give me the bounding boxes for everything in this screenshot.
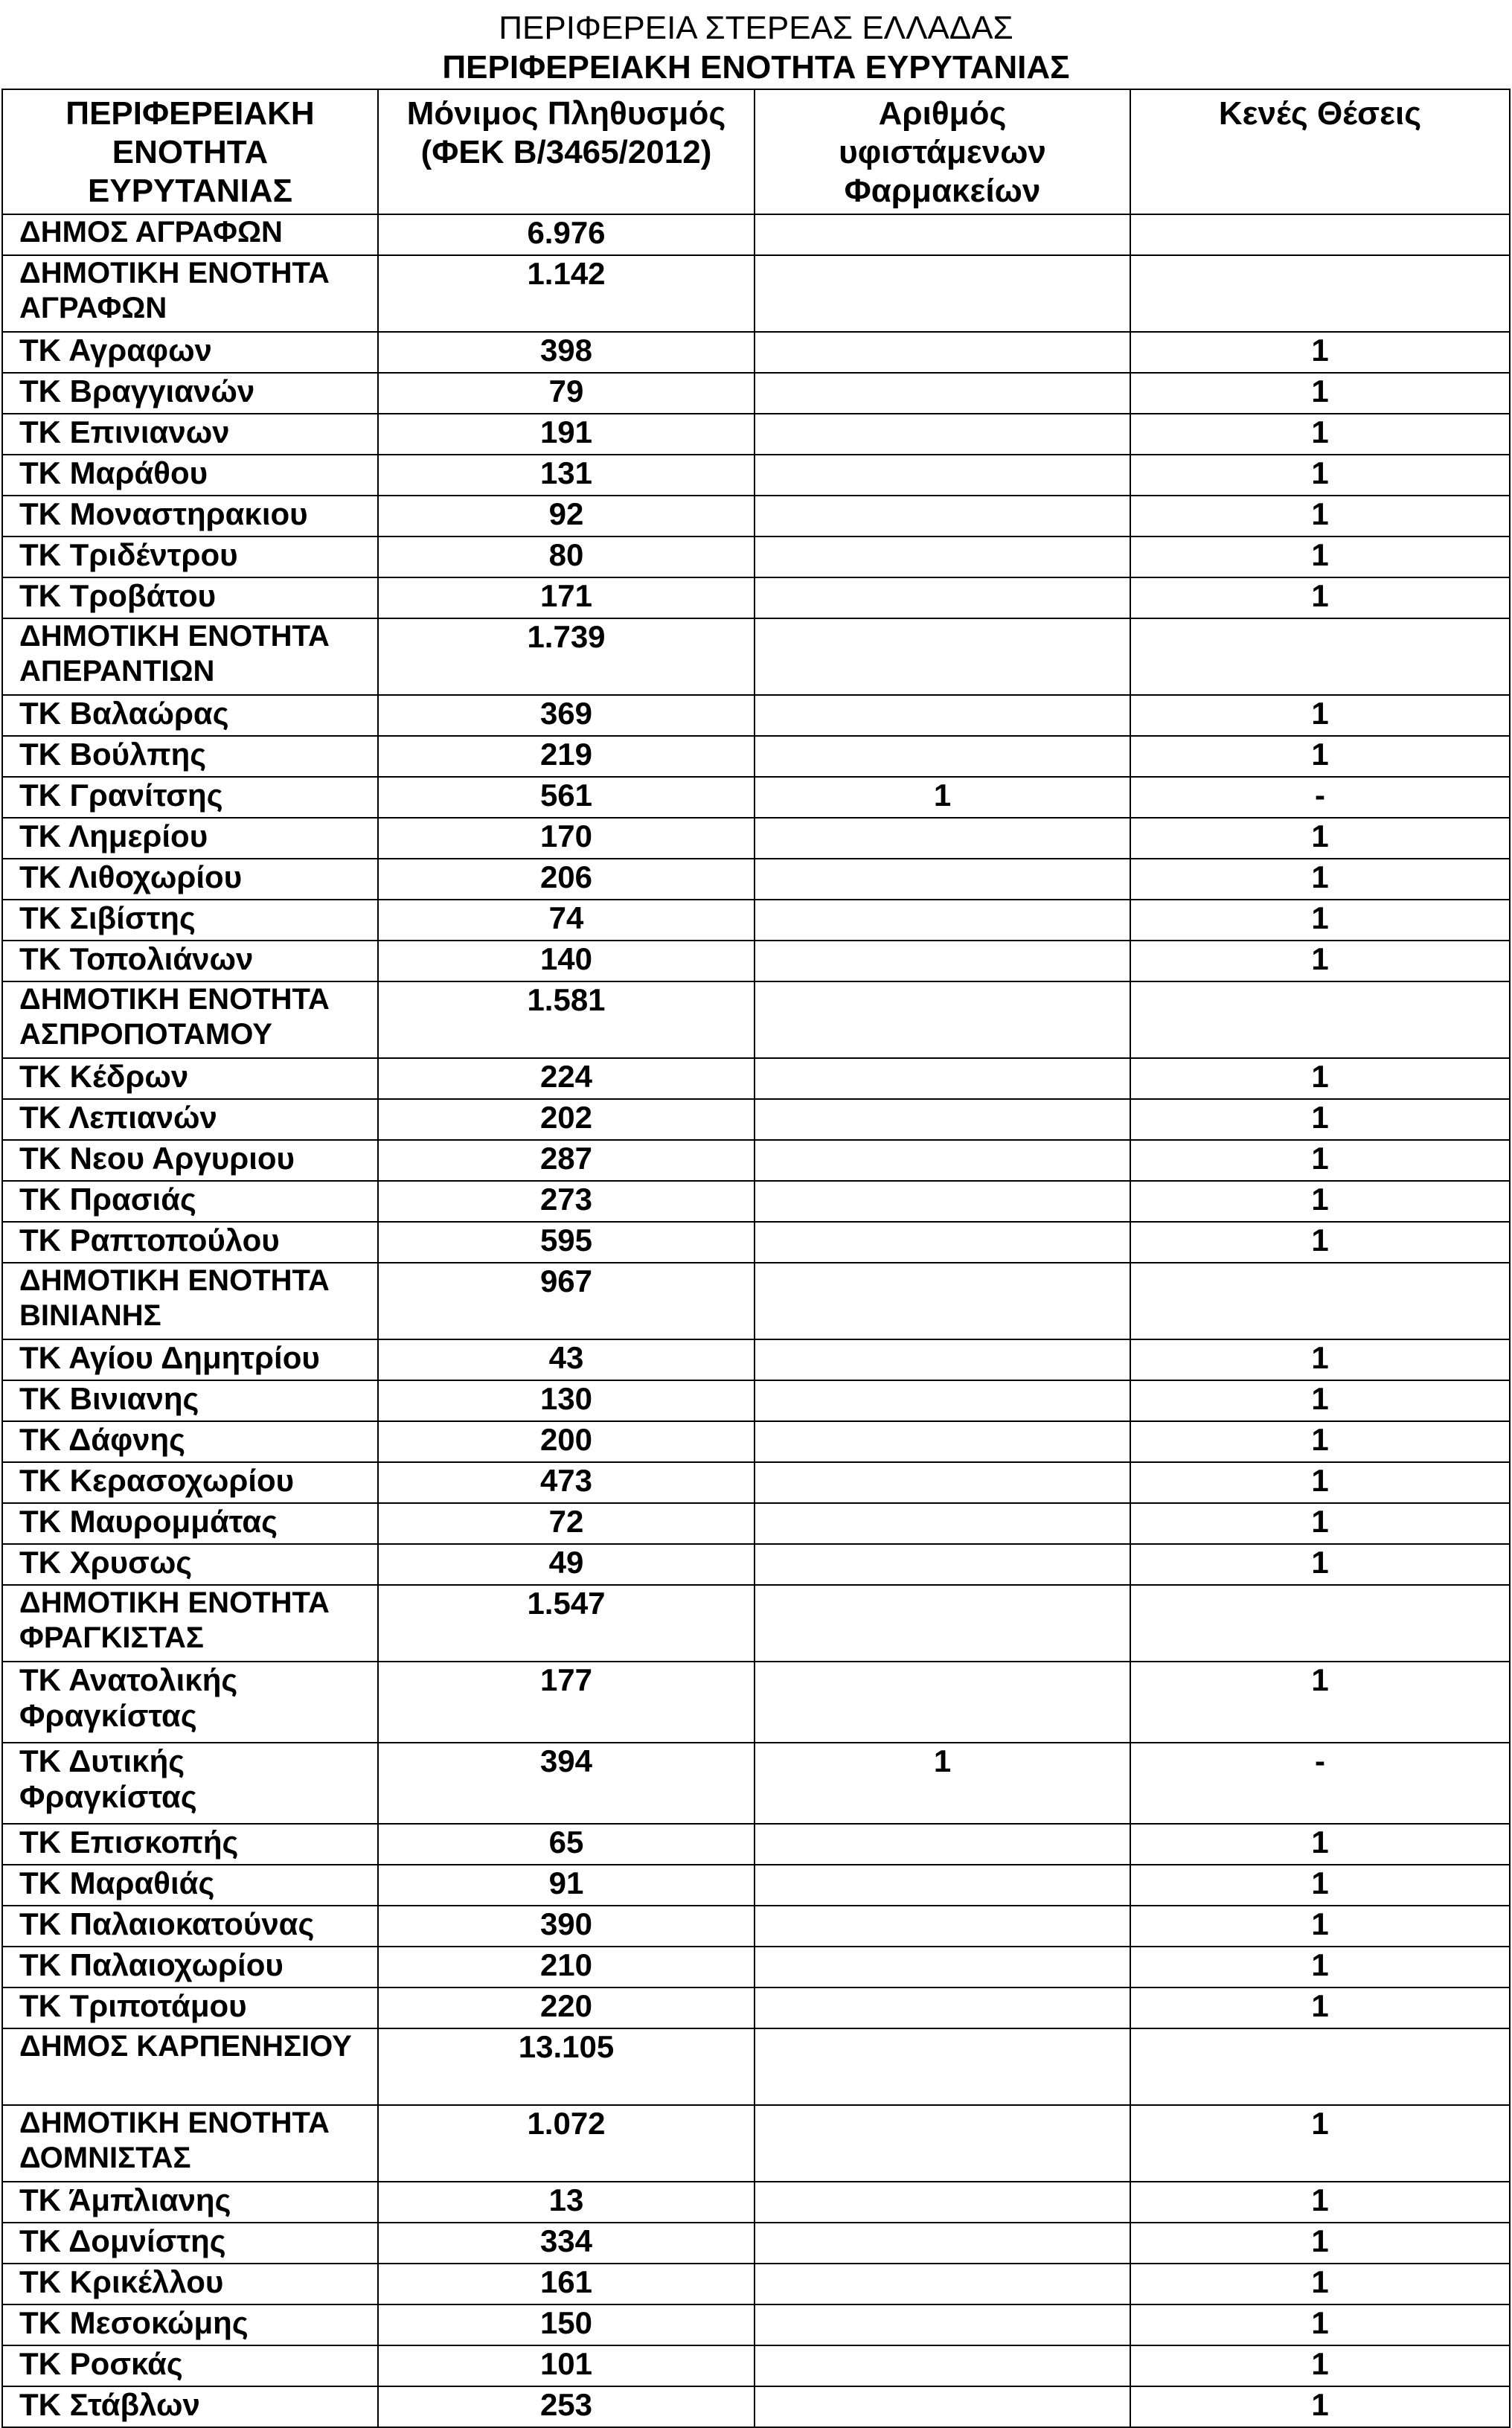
row-name-cell: ΤΚ Επισκοπής bbox=[2, 1824, 378, 1865]
row-vacancies-cell: 1 bbox=[1130, 536, 1510, 577]
row-population-cell: 202 bbox=[378, 1099, 755, 1140]
row-name-cell: ΤΚ Λιθοχωρίου bbox=[2, 859, 378, 900]
row-name-cell: ΤΚ Τροβάτου bbox=[2, 577, 378, 618]
document-subtitle: ΠΕΡΙΦΕΡΕΙΑΚΗ ΕΝΟΤΗΤΑ ΕΥΡΥΤΑΝΙΑΣ bbox=[442, 49, 1070, 86]
row-name-cell: ΤΚ Μοναστηρακιου bbox=[2, 496, 378, 536]
row-vacancies-cell: 1 bbox=[1130, 1181, 1510, 1222]
row-pharmacies-cell bbox=[755, 496, 1130, 536]
row-pharmacies-cell bbox=[755, 1544, 1130, 1585]
table-row bbox=[2, 736, 1510, 777]
row-population-cell: 1.142 bbox=[378, 255, 755, 332]
row-pharmacies-cell bbox=[755, 941, 1130, 981]
row-population-cell: 210 bbox=[378, 1947, 755, 1987]
row-pharmacies-cell bbox=[755, 455, 1130, 496]
row-pharmacies-cell bbox=[755, 255, 1130, 332]
row-population-cell: 390 bbox=[378, 1906, 755, 1947]
row-name-cell: ΤΚ Πρασιάς bbox=[2, 1181, 378, 1222]
table-row bbox=[2, 695, 1510, 736]
row-population-cell: 253 bbox=[378, 2386, 755, 2427]
row-population-cell: 49 bbox=[378, 1544, 755, 1585]
table-body bbox=[2, 214, 1510, 2427]
row-pharmacies-cell bbox=[755, 1099, 1130, 1140]
row-vacancies-cell: 1 bbox=[1130, 1662, 1510, 1743]
table-row bbox=[2, 1140, 1510, 1181]
row-pharmacies-cell bbox=[755, 414, 1130, 455]
row-pharmacies-cell bbox=[755, 214, 1130, 255]
row-vacancies-cell bbox=[1130, 1263, 1510, 1339]
row-population-cell: 140 bbox=[378, 941, 755, 981]
row-name-cell: ΔΗΜΟΤΙΚΗ ΕΝΟΤΗΤΑ ΔΟΜΝΙΣΤΑΣ bbox=[2, 2105, 378, 2182]
row-name-cell: ΤΚ Δάφνης bbox=[2, 1421, 378, 1462]
row-population-cell: 65 bbox=[378, 1824, 755, 1865]
table-row bbox=[2, 981, 1510, 1058]
table-row bbox=[2, 577, 1510, 618]
row-name-cell: ΤΚ Βραγγιανών bbox=[2, 373, 378, 414]
row-vacancies-cell bbox=[1130, 255, 1510, 332]
row-pharmacies-cell bbox=[755, 618, 1130, 695]
table-row bbox=[2, 455, 1510, 496]
pharmacy-table bbox=[1, 89, 1511, 2428]
row-pharmacies-cell bbox=[755, 2304, 1130, 2345]
row-vacancies-cell bbox=[1130, 214, 1510, 255]
row-name-cell: ΤΚ Δομνίστης bbox=[2, 2223, 378, 2264]
row-vacancies-cell: 1 bbox=[1130, 1222, 1510, 1263]
row-population-cell: 595 bbox=[378, 1222, 755, 1263]
row-pharmacies-cell bbox=[755, 2386, 1130, 2427]
row-population-cell: 170 bbox=[378, 818, 755, 859]
row-vacancies-cell: 1 bbox=[1130, 2304, 1510, 2345]
row-name-cell: ΤΚ Κέδρων bbox=[2, 1058, 378, 1099]
table-row bbox=[2, 777, 1510, 818]
row-pharmacies-cell bbox=[755, 859, 1130, 900]
row-pharmacies-cell bbox=[755, 1222, 1130, 1263]
table-row bbox=[2, 1503, 1510, 1544]
table-row bbox=[2, 255, 1510, 332]
row-name-cell: ΤΚ Κρικέλλου bbox=[2, 2264, 378, 2304]
row-name-cell: ΤΚ Επινιανων bbox=[2, 414, 378, 455]
row-vacancies-cell: 1 bbox=[1130, 2386, 1510, 2427]
row-name-cell: ΤΚ Μεσοκώμης bbox=[2, 2304, 378, 2345]
row-vacancies-cell: 1 bbox=[1130, 1987, 1510, 2028]
row-population-cell: 1.072 bbox=[378, 2105, 755, 2182]
row-population-cell: 72 bbox=[378, 1503, 755, 1544]
row-vacancies-cell: 1 bbox=[1130, 1380, 1510, 1421]
row-name-cell: ΤΚ Ραπτοπούλου bbox=[2, 1222, 378, 1263]
row-name-cell: ΤΚ Ροσκάς bbox=[2, 2345, 378, 2386]
row-pharmacies-cell bbox=[755, 1058, 1130, 1099]
row-name-cell: ΔΗΜΟΤΙΚΗ ΕΝΟΤΗΤΑ ΦΡΑΓΚΙΣΤΑΣ bbox=[2, 1585, 378, 1662]
row-pharmacies-cell bbox=[755, 1140, 1130, 1181]
row-vacancies-cell: 1 bbox=[1130, 1824, 1510, 1865]
row-pharmacies-cell bbox=[755, 577, 1130, 618]
row-vacancies-cell: - bbox=[1130, 1743, 1510, 1824]
row-population-cell: 130 bbox=[378, 1380, 755, 1421]
row-population-cell: 150 bbox=[378, 2304, 755, 2345]
table-row bbox=[2, 496, 1510, 536]
row-name-cell: ΤΚ Βαλαώρας bbox=[2, 695, 378, 736]
table-row bbox=[2, 2105, 1510, 2182]
row-pharmacies-cell bbox=[755, 1462, 1130, 1503]
row-name-cell: ΤΚ Στάβλων bbox=[2, 2386, 378, 2427]
row-name-cell: ΔΗΜΟΤΙΚΗ ΕΝΟΤΗΤΑ ΑΠΕΡΑΝΤΙΩΝ bbox=[2, 618, 378, 695]
row-vacancies-cell: 1 bbox=[1130, 1865, 1510, 1906]
row-population-cell: 74 bbox=[378, 900, 755, 941]
row-vacancies-cell: 1 bbox=[1130, 1421, 1510, 1462]
row-name-cell: ΔΗΜΟΤΙΚΗ ΕΝΟΤΗΤΑ ΑΣΠΡΟΠΟΤΑΜΟΥ bbox=[2, 981, 378, 1058]
table-row bbox=[2, 1987, 1510, 2028]
row-pharmacies-cell bbox=[755, 818, 1130, 859]
row-pharmacies-cell bbox=[755, 1865, 1130, 1906]
row-name-cell: ΤΚ Δυτικής Φραγκίστας bbox=[2, 1743, 378, 1824]
row-population-cell: 1.547 bbox=[378, 1585, 755, 1662]
table-row bbox=[2, 1662, 1510, 1743]
row-vacancies-cell: 1 bbox=[1130, 859, 1510, 900]
row-vacancies-cell: 1 bbox=[1130, 332, 1510, 373]
row-vacancies-cell: 1 bbox=[1130, 1462, 1510, 1503]
row-vacancies-cell: 1 bbox=[1130, 2182, 1510, 2223]
table-row bbox=[2, 1865, 1510, 1906]
row-vacancies-cell: 1 bbox=[1130, 455, 1510, 496]
table-row bbox=[2, 941, 1510, 981]
row-population-cell: 206 bbox=[378, 859, 755, 900]
row-population-cell: 273 bbox=[378, 1181, 755, 1222]
row-name-cell: ΔΗΜΟΣ ΚΑΡΠΕΝΗΣΙΟΥ bbox=[2, 2028, 378, 2105]
row-population-cell: 967 bbox=[378, 1263, 755, 1339]
row-vacancies-cell bbox=[1130, 1585, 1510, 1662]
table-row bbox=[2, 2028, 1510, 2105]
row-population-cell: 287 bbox=[378, 1140, 755, 1181]
table-row bbox=[2, 1099, 1510, 1140]
table-row bbox=[2, 1462, 1510, 1503]
row-population-cell: 394 bbox=[378, 1743, 755, 1824]
row-name-cell: ΔΗΜΟΣ ΑΓΡΑΦΩΝ bbox=[2, 214, 378, 255]
table-row bbox=[2, 2386, 1510, 2427]
row-population-cell: 13 bbox=[378, 2182, 755, 2223]
row-pharmacies-cell bbox=[755, 373, 1130, 414]
row-population-cell: 131 bbox=[378, 455, 755, 496]
row-name-cell: ΔΗΜΟΤΙΚΗ ΕΝΟΤΗΤΑ ΑΓΡΑΦΩΝ bbox=[2, 255, 378, 332]
row-name-cell: ΤΚ Νεου Αργυριου bbox=[2, 1140, 378, 1181]
row-vacancies-cell: 1 bbox=[1130, 577, 1510, 618]
row-population-cell: 43 bbox=[378, 1339, 755, 1380]
table-header-row bbox=[2, 89, 1510, 214]
row-population-cell: 334 bbox=[378, 2223, 755, 2264]
table-row bbox=[2, 1585, 1510, 1662]
row-name-cell: ΤΚ Σιβίστης bbox=[2, 900, 378, 941]
row-name-cell: ΤΚ Τριδέντρου bbox=[2, 536, 378, 577]
table-row bbox=[2, 1058, 1510, 1099]
row-vacancies-cell bbox=[1130, 981, 1510, 1058]
table-row bbox=[2, 1824, 1510, 1865]
row-pharmacies-cell: 1 bbox=[755, 777, 1130, 818]
table-row bbox=[2, 1339, 1510, 1380]
row-pharmacies-cell bbox=[755, 1824, 1130, 1865]
row-vacancies-cell: 1 bbox=[1130, 736, 1510, 777]
table-row bbox=[2, 214, 1510, 255]
row-vacancies-cell: 1 bbox=[1130, 414, 1510, 455]
row-pharmacies-cell bbox=[755, 695, 1130, 736]
header-area: ΠΕΡΙΦΕΡΕΙΑΚΗ ΕΝΟΤΗΤΑ ΕΥΡΥΤΑΝΙΑΣ bbox=[2, 89, 378, 214]
row-population-cell: 1.739 bbox=[378, 618, 755, 695]
table-row bbox=[2, 2345, 1510, 2386]
table-row bbox=[2, 332, 1510, 373]
row-population-cell: 6.976 bbox=[378, 214, 755, 255]
row-pharmacies-cell bbox=[755, 1585, 1130, 1662]
row-population-cell: 79 bbox=[378, 373, 755, 414]
row-name-cell: ΤΚ Βούλπης bbox=[2, 736, 378, 777]
row-name-cell: ΤΚ Κερασοχωρίου bbox=[2, 1462, 378, 1503]
row-population-cell: 80 bbox=[378, 536, 755, 577]
row-population-cell: 191 bbox=[378, 414, 755, 455]
table-row bbox=[2, 1947, 1510, 1987]
row-name-cell: ΤΚ Χρυσως bbox=[2, 1544, 378, 1585]
row-vacancies-cell: 1 bbox=[1130, 1058, 1510, 1099]
table-row bbox=[2, 859, 1510, 900]
row-vacancies-cell: 1 bbox=[1130, 941, 1510, 981]
row-vacancies-cell: 1 bbox=[1130, 1140, 1510, 1181]
row-name-cell: ΤΚ Τοπολιάνων bbox=[2, 941, 378, 981]
table-row bbox=[2, 2264, 1510, 2304]
row-vacancies-cell: - bbox=[1130, 777, 1510, 818]
table-row bbox=[2, 618, 1510, 695]
table-row bbox=[2, 1906, 1510, 1947]
row-vacancies-cell bbox=[1130, 2028, 1510, 2105]
row-name-cell: ΤΚ Αγραφων bbox=[2, 332, 378, 373]
row-name-cell: ΤΚ Βινιανης bbox=[2, 1380, 378, 1421]
header-existing-pharmacies: Αριθμός υφιστάμενων Φαρμακείων bbox=[755, 89, 1130, 214]
table-row bbox=[2, 2182, 1510, 2223]
row-pharmacies-cell bbox=[755, 1503, 1130, 1544]
row-name-cell: ΔΗΜΟΤΙΚΗ ΕΝΟΤΗΤΑ ΒΙΝΙΑΝΗΣ bbox=[2, 1263, 378, 1339]
table-row bbox=[2, 2223, 1510, 2264]
row-population-cell: 13.105 bbox=[378, 2028, 755, 2105]
table-row bbox=[2, 1743, 1510, 1824]
row-pharmacies-cell bbox=[755, 2105, 1130, 2182]
row-population-cell: 369 bbox=[378, 695, 755, 736]
row-vacancies-cell: 1 bbox=[1130, 2345, 1510, 2386]
table-row bbox=[2, 1544, 1510, 1585]
row-population-cell: 224 bbox=[378, 1058, 755, 1099]
row-pharmacies-cell bbox=[755, 2223, 1130, 2264]
row-pharmacies-cell bbox=[755, 1380, 1130, 1421]
row-name-cell: ΤΚ Αγίου Δημητρίου bbox=[2, 1339, 378, 1380]
table-row bbox=[2, 536, 1510, 577]
row-pharmacies-cell bbox=[755, 1181, 1130, 1222]
row-population-cell: 161 bbox=[378, 2264, 755, 2304]
row-vacancies-cell: 1 bbox=[1130, 900, 1510, 941]
row-vacancies-cell: 1 bbox=[1130, 1947, 1510, 1987]
row-vacancies-cell: 1 bbox=[1130, 2223, 1510, 2264]
row-population-cell: 171 bbox=[378, 577, 755, 618]
row-vacancies-cell bbox=[1130, 618, 1510, 695]
row-pharmacies-cell bbox=[755, 1263, 1130, 1339]
row-vacancies-cell: 1 bbox=[1130, 373, 1510, 414]
row-vacancies-cell: 1 bbox=[1130, 1503, 1510, 1544]
row-vacancies-cell: 1 bbox=[1130, 496, 1510, 536]
row-vacancies-cell: 1 bbox=[1130, 2105, 1510, 2182]
row-pharmacies-cell bbox=[755, 2345, 1130, 2386]
row-pharmacies-cell bbox=[755, 1662, 1130, 1743]
table-row bbox=[2, 818, 1510, 859]
row-population-cell: 473 bbox=[378, 1462, 755, 1503]
table-row bbox=[2, 1222, 1510, 1263]
table-row bbox=[2, 1421, 1510, 1462]
row-pharmacies-cell bbox=[755, 2028, 1130, 2105]
row-pharmacies-cell bbox=[755, 900, 1130, 941]
row-pharmacies-cell bbox=[755, 2182, 1130, 2223]
row-pharmacies-cell bbox=[755, 536, 1130, 577]
row-vacancies-cell: 1 bbox=[1130, 818, 1510, 859]
row-name-cell: ΤΚ Μαυρομμάτας bbox=[2, 1503, 378, 1544]
row-population-cell: 220 bbox=[378, 1987, 755, 2028]
row-vacancies-cell: 1 bbox=[1130, 1906, 1510, 1947]
row-name-cell: ΤΚ Λεπιανών bbox=[2, 1099, 378, 1140]
row-population-cell: 561 bbox=[378, 777, 755, 818]
row-name-cell: ΤΚ Μαράθου bbox=[2, 455, 378, 496]
row-vacancies-cell: 1 bbox=[1130, 1544, 1510, 1585]
row-vacancies-cell: 1 bbox=[1130, 1339, 1510, 1380]
row-pharmacies-cell bbox=[755, 981, 1130, 1058]
table-row bbox=[2, 1380, 1510, 1421]
row-population-cell: 219 bbox=[378, 736, 755, 777]
row-name-cell: ΤΚ Παλαιοχωρίου bbox=[2, 1947, 378, 1987]
row-pharmacies-cell bbox=[755, 736, 1130, 777]
row-population-cell: 91 bbox=[378, 1865, 755, 1906]
row-name-cell: ΤΚ Τριποτάμου bbox=[2, 1987, 378, 2028]
row-name-cell: ΤΚ Λημερίου bbox=[2, 818, 378, 859]
table-row bbox=[2, 1263, 1510, 1339]
row-vacancies-cell: 1 bbox=[1130, 1099, 1510, 1140]
row-pharmacies-cell bbox=[755, 1906, 1130, 1947]
row-pharmacies-cell: 1 bbox=[755, 1743, 1130, 1824]
row-pharmacies-cell bbox=[755, 1421, 1130, 1462]
header-population: Μόνιμος Πληθυσμός (ΦΕΚ Β/3465/2012) bbox=[378, 89, 755, 214]
row-vacancies-cell: 1 bbox=[1130, 2264, 1510, 2304]
row-name-cell: ΤΚ Γρανίτσης bbox=[2, 777, 378, 818]
row-pharmacies-cell bbox=[755, 332, 1130, 373]
row-name-cell: ΤΚ Άμπλιανης bbox=[2, 2182, 378, 2223]
row-pharmacies-cell bbox=[755, 1339, 1130, 1380]
row-population-cell: 101 bbox=[378, 2345, 755, 2386]
row-name-cell: ΤΚ Ανατολικής Φραγκίστας bbox=[2, 1662, 378, 1743]
table-row bbox=[2, 414, 1510, 455]
row-population-cell: 1.581 bbox=[378, 981, 755, 1058]
table-row bbox=[2, 1181, 1510, 1222]
row-name-cell: ΤΚ Μαραθιάς bbox=[2, 1865, 378, 1906]
row-pharmacies-cell bbox=[755, 1947, 1130, 1987]
table-row bbox=[2, 2304, 1510, 2345]
row-population-cell: 200 bbox=[378, 1421, 755, 1462]
row-population-cell: 177 bbox=[378, 1662, 755, 1743]
table-row bbox=[2, 900, 1510, 941]
row-vacancies-cell: 1 bbox=[1130, 695, 1510, 736]
row-population-cell: 92 bbox=[378, 496, 755, 536]
row-pharmacies-cell bbox=[755, 1987, 1130, 2028]
row-name-cell: ΤΚ Παλαιοκατούνας bbox=[2, 1906, 378, 1947]
table-row bbox=[2, 373, 1510, 414]
header-vacancies: Κενές Θέσεις bbox=[1130, 89, 1510, 214]
document-title: ΠΕΡΙΦΕΡΕΙΑ ΣΤΕΡΕΑΣ ΕΛΛΑΔΑΣ bbox=[499, 10, 1013, 46]
row-pharmacies-cell bbox=[755, 2264, 1130, 2304]
row-population-cell: 398 bbox=[378, 332, 755, 373]
